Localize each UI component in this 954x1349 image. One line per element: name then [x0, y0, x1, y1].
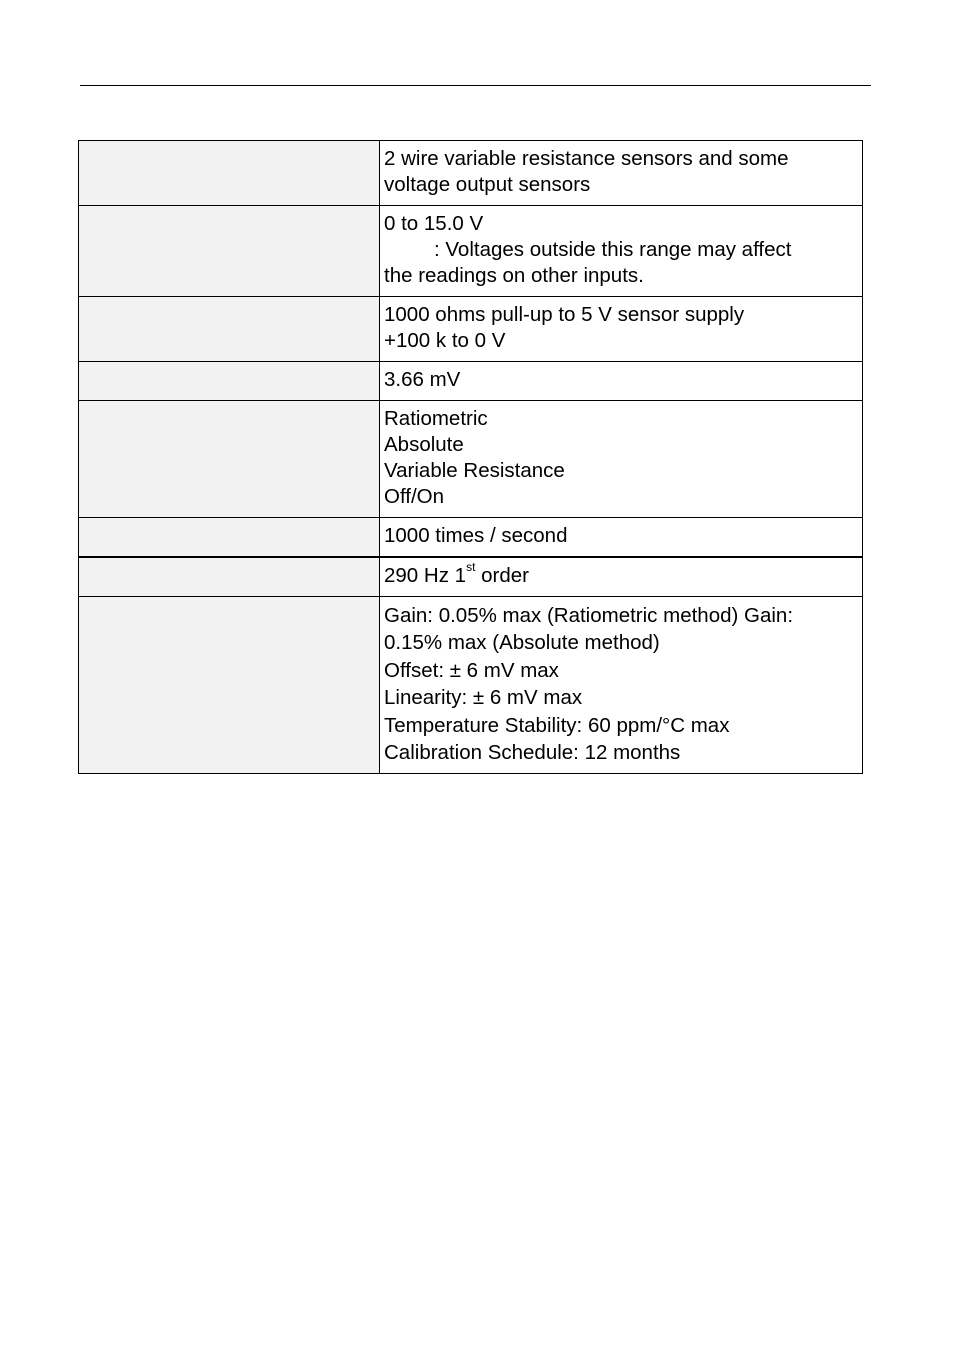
- row-label: [79, 518, 380, 558]
- row-label: [79, 141, 380, 206]
- table-row: [79, 401, 863, 518]
- table-row: [79, 597, 863, 774]
- row-value: [380, 597, 863, 774]
- value-line: 1000 times / second: [384, 524, 568, 547]
- value-line: 2 wire variable resistance sensors and some: [384, 147, 789, 170]
- table-row: [79, 557, 863, 597]
- value-line: the readings on other inputs.: [384, 264, 644, 287]
- table-row: [79, 297, 863, 362]
- value-line: 0.15% max (Absolute method): [384, 631, 660, 655]
- row-label: [79, 362, 380, 401]
- value-line: Off/On: [384, 485, 445, 508]
- table-row: [79, 362, 863, 401]
- value-line: 3.66 mV: [384, 368, 461, 391]
- row-value: [380, 141, 863, 206]
- value-line: Variable Resistance: [384, 459, 565, 482]
- value-line: 1000 ohms pull-up to 5 V sensor supply: [384, 303, 745, 326]
- value-line: Linearity: ± 6 mV max: [384, 686, 583, 710]
- row-value: [380, 557, 863, 597]
- header-rule: [80, 85, 871, 86]
- value-line: Offset: ± 6 mV max: [384, 658, 559, 682]
- specifications-table: [78, 140, 863, 774]
- table-row: [79, 518, 863, 558]
- value-line: Temperature Stability: 60 ppm/°C max: [384, 713, 730, 737]
- row-label: [79, 206, 380, 297]
- value-line: Ratiometric: [384, 407, 488, 430]
- row-label: [79, 557, 380, 597]
- value-line: 0 to 15.0 V: [384, 212, 484, 235]
- value-line: [384, 560, 858, 589]
- row-label: [79, 597, 380, 774]
- row-value: [380, 518, 863, 558]
- row-value: [380, 362, 863, 401]
- row-label: [79, 401, 380, 518]
- value-line: Gain: 0.05% max (Ratiometric method) Gain:: [384, 604, 794, 627]
- value-line: Absolute: [384, 433, 464, 456]
- row-value: [380, 206, 863, 297]
- value-line: +100 k to 0 V: [384, 329, 506, 352]
- value-line: voltage output sensors: [384, 173, 591, 196]
- value-line: Calibration Schedule: 12 months: [384, 741, 681, 765]
- table-row: [79, 206, 863, 297]
- value-tail: order: [475, 564, 529, 587]
- value-main: 290 Hz 1: [384, 564, 467, 587]
- table-row: [79, 141, 863, 206]
- row-value: [380, 297, 863, 362]
- row-label: [79, 297, 380, 362]
- note-line: : Voltages outside this range may affect: [434, 238, 792, 261]
- row-value: [380, 401, 863, 518]
- ordinal-superscript: st: [466, 560, 476, 575]
